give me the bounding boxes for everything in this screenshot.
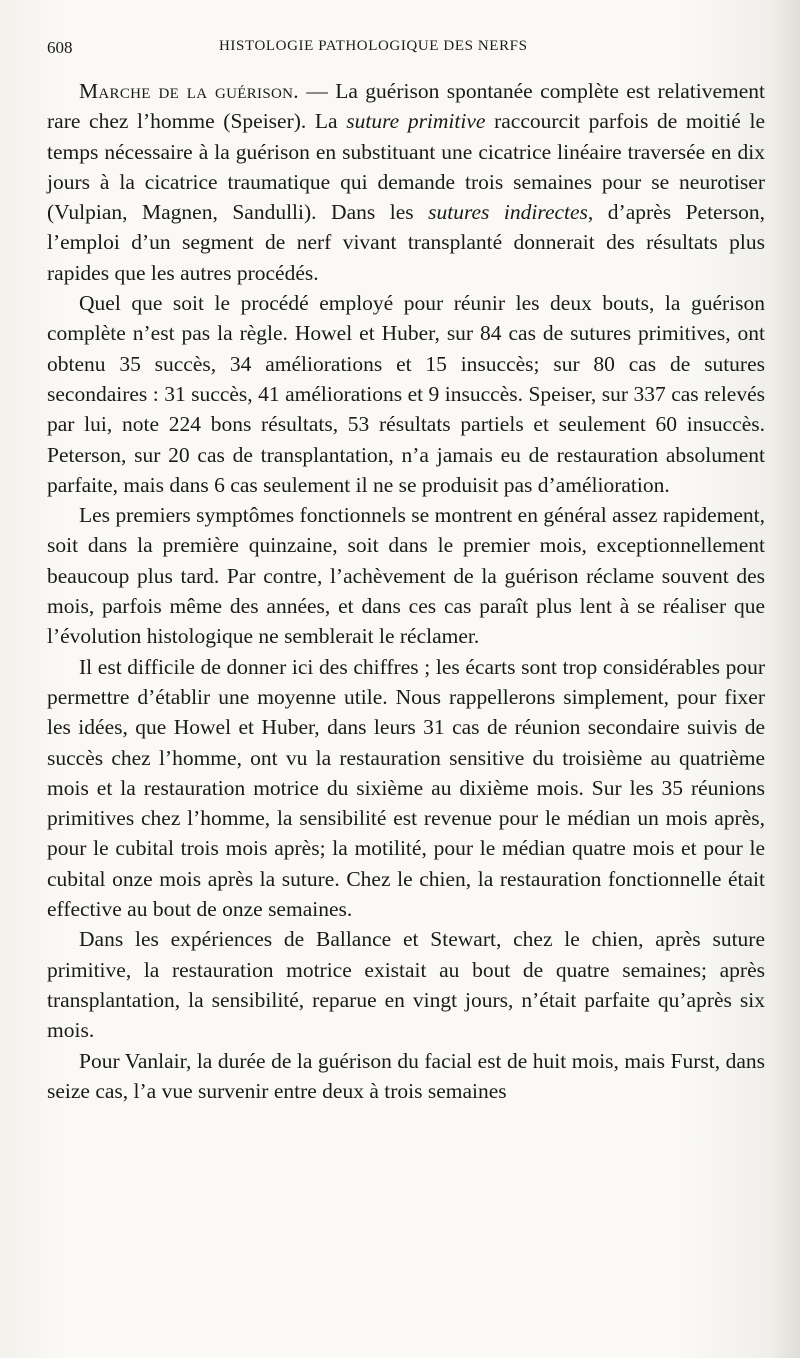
paragraph-1-text-b: raccourcit parfois de moitié le temps nécessaire à la guérison en substituant une cicatrice linéaire traversée en dix jours à la cicatrice traumatique qui demande trois semaines pour se neurotiser (Vulpian, Magnen, Sandulli). Dans les [47, 109, 765, 225]
paragraph-1-text-a: — La guérison spontanée complète est relativement rare chez l’homme (Speiser). La [47, 79, 765, 134]
paragraph-6: Pour Vanlair, la durée de la guérison du facial est de huit mois, mais Furst, dans seize cas, l’a vue survenir entre deux à trois semaines [47, 1048, 765, 1103]
page-header [47, 38, 765, 64]
italic-term-suture-primitive: suture primitive [346, 109, 486, 134]
page-body [47, 76, 765, 1351]
italic-term-sutures-indirectes: sutures indirectes, [428, 200, 594, 225]
section-lead-in: Marche de la guérison. [79, 79, 299, 103]
paragraph-3: Les premiers symptômes fonctionnels se montrent en général assez rapidement, soit dans la première quinzaine, soit dans le premier mois, exceptionnellement beaucoup plus tard. Par contre, l’achèvement de la guérison réclame souvent des mois, parfois même des années, et dans ces cas paraît plus lent à se réaliser que l’évolution histologique ne semblerait le réclamer. [47, 503, 765, 649]
page-number: 608 [47, 38, 73, 57]
paragraph-4: Il est difficile de donner ici des chiffres ; les écarts sont trop considérables pour permettre d’établir une moyenne utile. Nous rappellerons simplement, pour fixer les idées, que Howel et Huber, dans leurs 31 cas de réunion secondaire suivis de succès chez l’homme, ont vu la restauration sensitive du troisième au quatrième mois et la restauration motrice du sixième au dixième mois. Sur les 35 réunions primitives chez l’homme, la sensibilité est revenue pour le médian un mois après, pour le cubital trois mois après; la motilité, pour le médian quatre mois et pour le cubital onze mois après la suture. Chez le chien, la restauration fonctionnelle était effective au bout de onze semaines. [47, 654, 765, 922]
running-title: HISTOLOGIE PATHOLOGIQUE DES NERFS [219, 38, 528, 54]
paragraph-1 [47, 76, 765, 288]
paragraph-2: Quel que soit le procédé employé pour réunir les deux bouts, la guérison complète n’est pas la règle. Howel et Huber, sur 84 cas de sutures primitives, ont obtenu 35 succès, 34 améliorations et 15 insuccès; sur 80 cas de sutures secondaires : 31 succès, 41 améliorations et 9 insuccès. Speiser, sur 337 cas relevés par lui, note 224 bons résultats, 53 résultats partiels et seulement 60 insuccès. Peterson, sur 20 cas de transplantation, n’a jamais eu de restauration absolument parfaite, mais dans 6 cas seulement il ne se produisit pas d’amélioration. [47, 291, 765, 497]
paragraph-1-text-c: d’après Peterson, l’emploi d’un segment de nerf vivant transplanté donnerait des résultats plus rapides que les autres procédés. [47, 200, 765, 285]
scan-edge-shadow [770, 0, 800, 1358]
paragraph-5: Dans les expériences de Ballance et Stewart, chez le chien, après suture primitive, la restauration motrice existait au bout de quatre semaines; après transplantation, la sensibilité, reparue en vingt jours, n’était parfaite qu’après six mois. [47, 927, 765, 1043]
